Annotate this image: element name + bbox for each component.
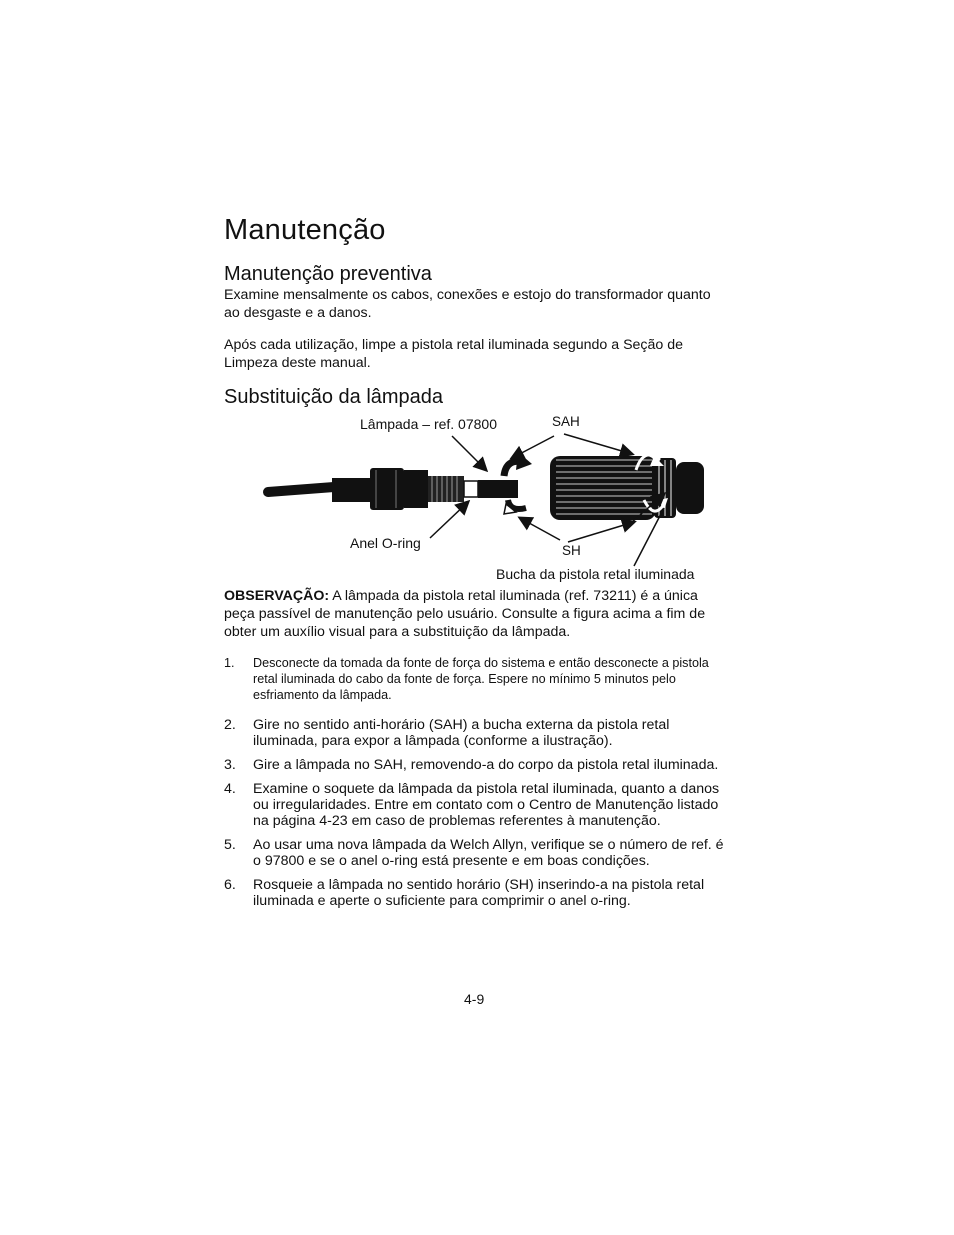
steps-list	[224, 655, 734, 917]
label-sah: SAH	[552, 414, 580, 429]
figure-drawing	[224, 0, 734, 600]
note-text: A lâmpada da pistola retal iluminada (ref. 73211) é a única peça passível de manutenção pelo usuário. Consulte a figura acima a fim de obter um auxílio visual para a substituição da lâmpada.	[224, 588, 706, 640]
page-number: 4-9	[464, 991, 485, 1007]
bushing	[550, 456, 704, 520]
step-text: Rosqueie a lâmpada no sentido horário (SH) inserindo-a na pistola retal iluminada e aperte o suficiente para comprimir o anel o-ring.	[253, 877, 705, 909]
note-paragraph	[224, 587, 729, 641]
list-item	[224, 837, 734, 869]
label-oring: Anel O-ring	[350, 535, 421, 551]
list-item	[224, 877, 734, 909]
list-item	[224, 757, 734, 773]
step-text: Desconecte da tomada da fonte de força do sistema e então desconecte a pistola retal iluminada do cabo da fonte de força. Espere no mínimo 5 minutos pelo esfriamento da lâmpada.	[253, 656, 709, 702]
step-number: 4.	[224, 781, 236, 797]
step-text: Gire no sentido anti-horário (SAH) a bucha externa da pistola retal iluminada, para expor a lâmpada (conforme a ilustração).	[253, 717, 670, 749]
step-number: 1.	[224, 656, 235, 670]
list-item	[224, 717, 734, 749]
preventive-paragraph-2: Após cada utilização, limpe a pistola retal iluminada segundo a Seção de Limpeza deste manual.	[224, 337, 684, 371]
cable	[268, 487, 334, 492]
note-label: OBSERVAÇÃO:	[224, 588, 330, 604]
step-number: 5.	[224, 837, 236, 853]
handle-body	[332, 478, 372, 502]
list-item	[224, 655, 734, 703]
step-text: Ao usar uma nova lâmpada da Welch Allyn, verifique se o número de ref. é o 97800 e se o anel o-ring está presente e em boas condições.	[253, 837, 724, 869]
step-text: Gire a lâmpada no SAH, removendo-a do corpo da pistola retal iluminada.	[253, 757, 719, 773]
step-number: 6.	[224, 877, 236, 893]
page-title: Manutenção	[224, 214, 386, 246]
step-text: Examine o soquete da lâmpada da pistola retal iluminada, quanto a danos ou irregularidades. Entre em contato com o Centro de Manutenção listado na página 4-23 em caso de problemas referentes à manutenção.	[253, 781, 720, 829]
step-number: 3.	[224, 757, 236, 773]
lamp-heading: Substituição da lâmpada	[224, 386, 444, 408]
preventive-paragraph-1: Examine mensalmente os cabos, conexões e estojo do transformador quanto ao desgaste e a danos.	[224, 287, 711, 321]
label-sh: SH	[562, 543, 581, 558]
preventive-heading: Manutenção preventiva	[224, 263, 432, 285]
list-item	[224, 781, 734, 829]
label-bushing: Bucha da pistola retal iluminada	[496, 566, 695, 582]
label-lamp: Lâmpada – ref. 07800	[360, 416, 497, 432]
step-number: 2.	[224, 717, 236, 733]
lamp-bulb	[464, 481, 478, 497]
